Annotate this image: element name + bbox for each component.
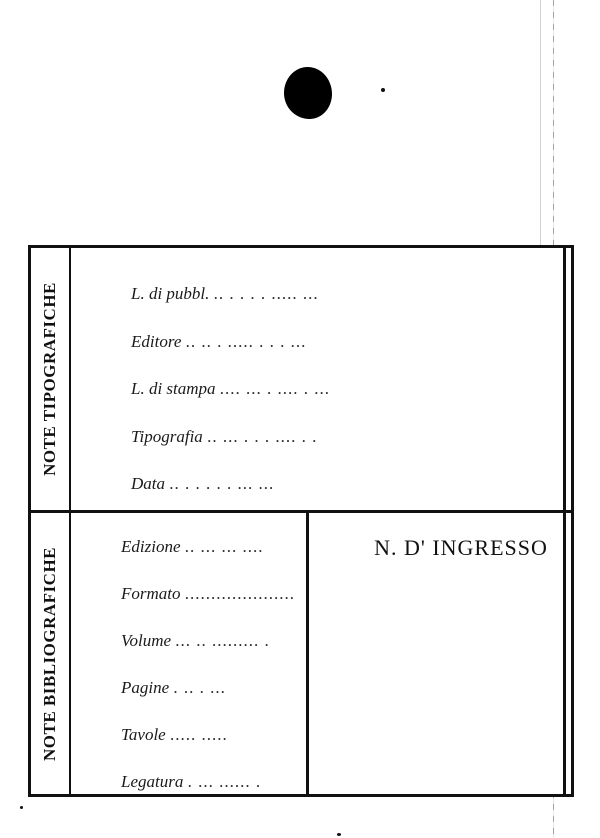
field-label: L. di stampa	[131, 379, 216, 398]
field-luogo-pubblicazione	[131, 284, 319, 304]
vertical-label-text: NOTE TIPOGRAFICHE	[40, 282, 59, 476]
field-tipografia	[131, 427, 317, 447]
field-label: Volume	[121, 631, 172, 650]
numero-ingresso-title: N. D' INGRESSO	[374, 535, 548, 560]
catalog-card	[28, 245, 574, 797]
field-label: Legatura	[121, 772, 184, 791]
scan-edge-line-secondary	[540, 0, 541, 250]
field-dots: ... .. ......... .	[175, 631, 270, 650]
field-label: Data	[131, 474, 165, 493]
field-dots: .. . . . . . ... ...	[169, 474, 275, 493]
field-editore	[131, 332, 306, 352]
field-volume	[121, 631, 270, 651]
card-inner-rule	[563, 245, 566, 797]
ink-speck	[20, 806, 23, 809]
field-label: Formato	[121, 584, 181, 603]
fields-tipografiche	[73, 248, 571, 510]
field-dots: .. ... . . . .... . .	[207, 427, 318, 446]
section-note-tipografiche	[31, 248, 571, 510]
field-data	[131, 474, 274, 494]
field-label: Pagine	[121, 678, 170, 697]
section-note-bibliografiche	[31, 513, 571, 794]
field-tavole	[121, 725, 228, 745]
field-formato	[121, 584, 295, 604]
field-label: Tipografia	[131, 427, 203, 446]
field-dots: .. ... ... ....	[184, 537, 264, 556]
field-label: Edizione	[121, 537, 181, 556]
ink-blot-mark	[284, 67, 332, 119]
vertical-label-strip-bibliografiche	[31, 513, 71, 794]
field-dots: . ... ...... .	[187, 772, 262, 791]
field-dots: .... ... . .... . ...	[219, 379, 331, 398]
field-edizione	[121, 537, 264, 557]
ink-speck	[337, 833, 341, 836]
field-dots: .. .. . ..... . . . ...	[185, 332, 307, 351]
field-dots: .....................	[184, 584, 295, 603]
fields-bibliografiche	[73, 513, 571, 794]
field-dots: . .. . ...	[173, 678, 226, 697]
field-dots: ..... .....	[169, 725, 228, 744]
ink-speck	[381, 88, 385, 92]
field-label: L. di pubbl.	[131, 284, 210, 303]
field-dots: .. . . . . ..... ...	[213, 284, 319, 303]
field-label: Editore	[131, 332, 182, 351]
field-label: Tavole	[121, 725, 166, 744]
vertical-label-strip-tipografiche	[31, 248, 71, 510]
field-pagine	[121, 678, 226, 698]
field-luogo-stampa	[131, 379, 330, 399]
vertical-label-text: NOTE BIBLIOGRAFICHE	[40, 546, 59, 761]
field-legatura	[121, 772, 261, 792]
